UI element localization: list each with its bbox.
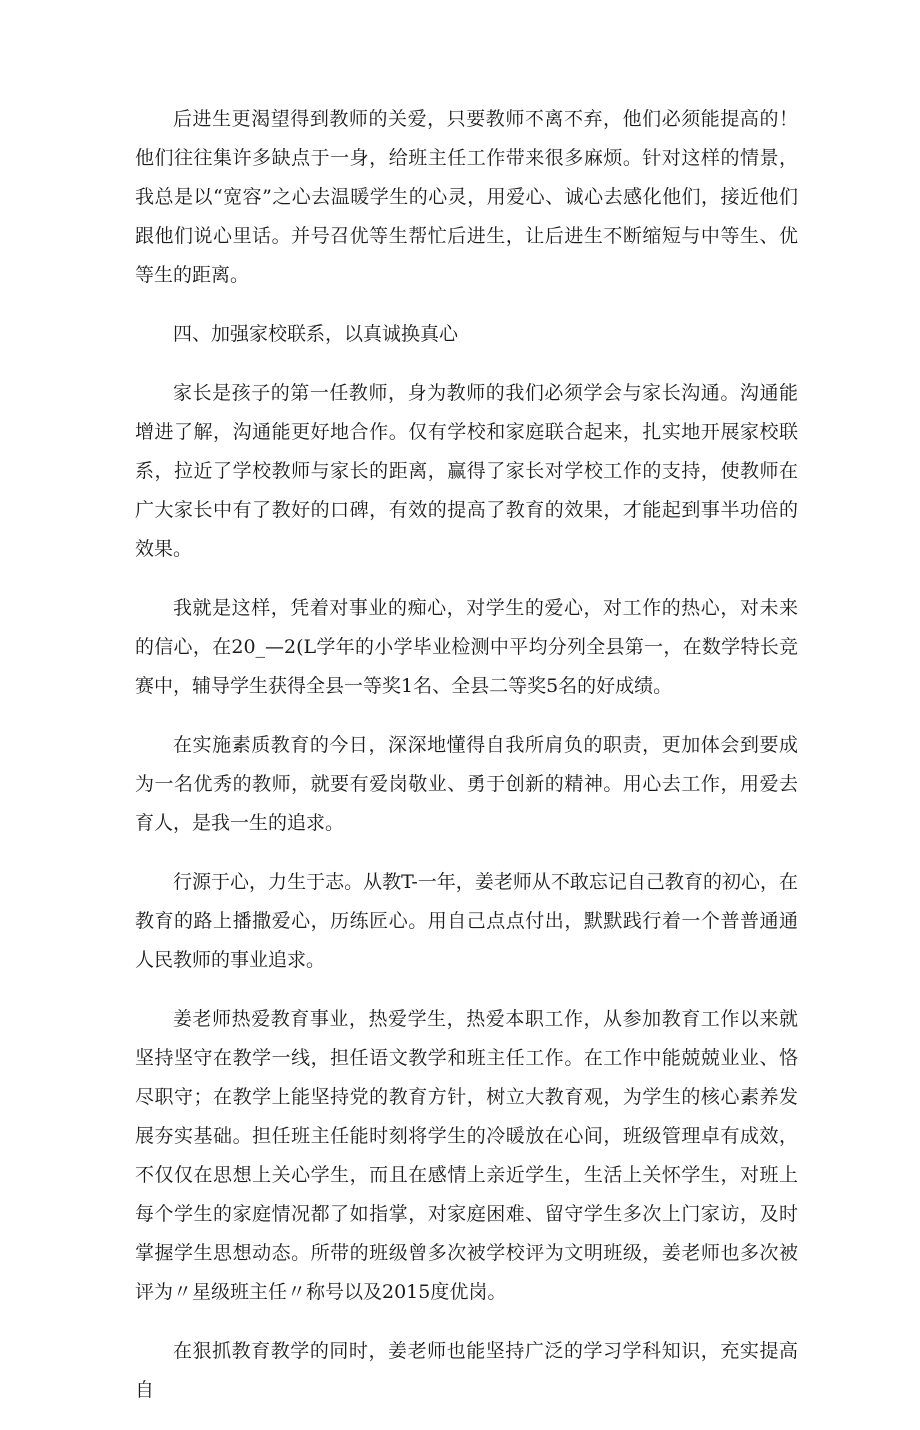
paragraph-teacher-jiang: 姜老师热爱教育事业，热爱学生，热爱本职工作，从参加教育工作以来就坚持坚守在教学一线，担任语文教学和班主任工作。在工作中能兢兢业业、恪尽职守；在教学上能坚持党的教育方针，树立大教育观，为学生的核心素养发展夯实基础。担任班主任能时刻将学生的冷暖放在心间，班级管理卓有成效，不仅仅在思想上关心学生，而且在感情上亲近学生，生活上关怀学生，对班上每个学生的家庭情况都了如指掌，对家庭困难、留守学生多次上门家访，及时掌握学生思想动态。所带的班级曾多次被学校评为文明班级，姜老师也多次被评为〃星级班主任〃称号以及2015度优岗。	[135, 1008, 798, 1303]
paragraph-continued-learning: 在狠抓教育教学的同时，姜老师也能坚持广泛的学习学科知识，充实提高自	[135, 1340, 798, 1401]
paragraph-original-intention: 行源于心，力生于志。从教T-一年，姜老师从不敢忘记自己教育的初心，在教育的路上播撒爱心，历练匠心。用自己点点付出，默默践行着一个普普通通人民教师的事业追求。	[135, 871, 798, 971]
section-heading-home-school: 四、加强家校联系，以真诚换真心	[173, 323, 459, 345]
paragraph-achievements: 我就是这样，凭着对事业的痴心，对学生的爱心，对工作的热心，对未来的信心，在20_—2(L学年的小学毕业检测中平均分列全县第一，在数学特长竞赛中，辅导学生获得全县一等奖1名、全县二等奖5名的好成绩。	[135, 597, 798, 697]
paragraph-underachievers: 后进生更渴望得到教师的关爱，只要教师不离不弃，他们必须能提高的！他们往往集许多缺点于一身，给班主任工作带来很多麻烦。针对这样的情景，我总是以“宽容”之心去温暖学生的心灵，用爱心、诚心去感化他们，接近他们跟他们说心里话。并号召优等生帮忙后进生，让后进生不断缩短与中等生、优等生的距离。	[135, 108, 798, 286]
paragraph-parents: 家长是孩子的第一任教师，身为教师的我们必须学会与家长沟通。沟通能增进了解，沟通能更好地合作。仅有学校和家庭联合起来，扎实地开展家校联系，拉近了学校教师与家长的距离，赢得了家长对学校工作的支持，使教师在广大家长中有了教好的口碑，有效的提高了教育的效果，才能起到事半功倍的效果。	[135, 382, 798, 560]
paragraph-quality-education: 在实施素质教育的今日，深深地懂得自我所肩负的职责，更加体会到要成为一名优秀的教师，就要有爱岗敬业、勇于创新的精神。用心去工作，用爱去育人，是我一生的追求。	[135, 734, 798, 834]
document-page	[135, 100, 798, 1430]
